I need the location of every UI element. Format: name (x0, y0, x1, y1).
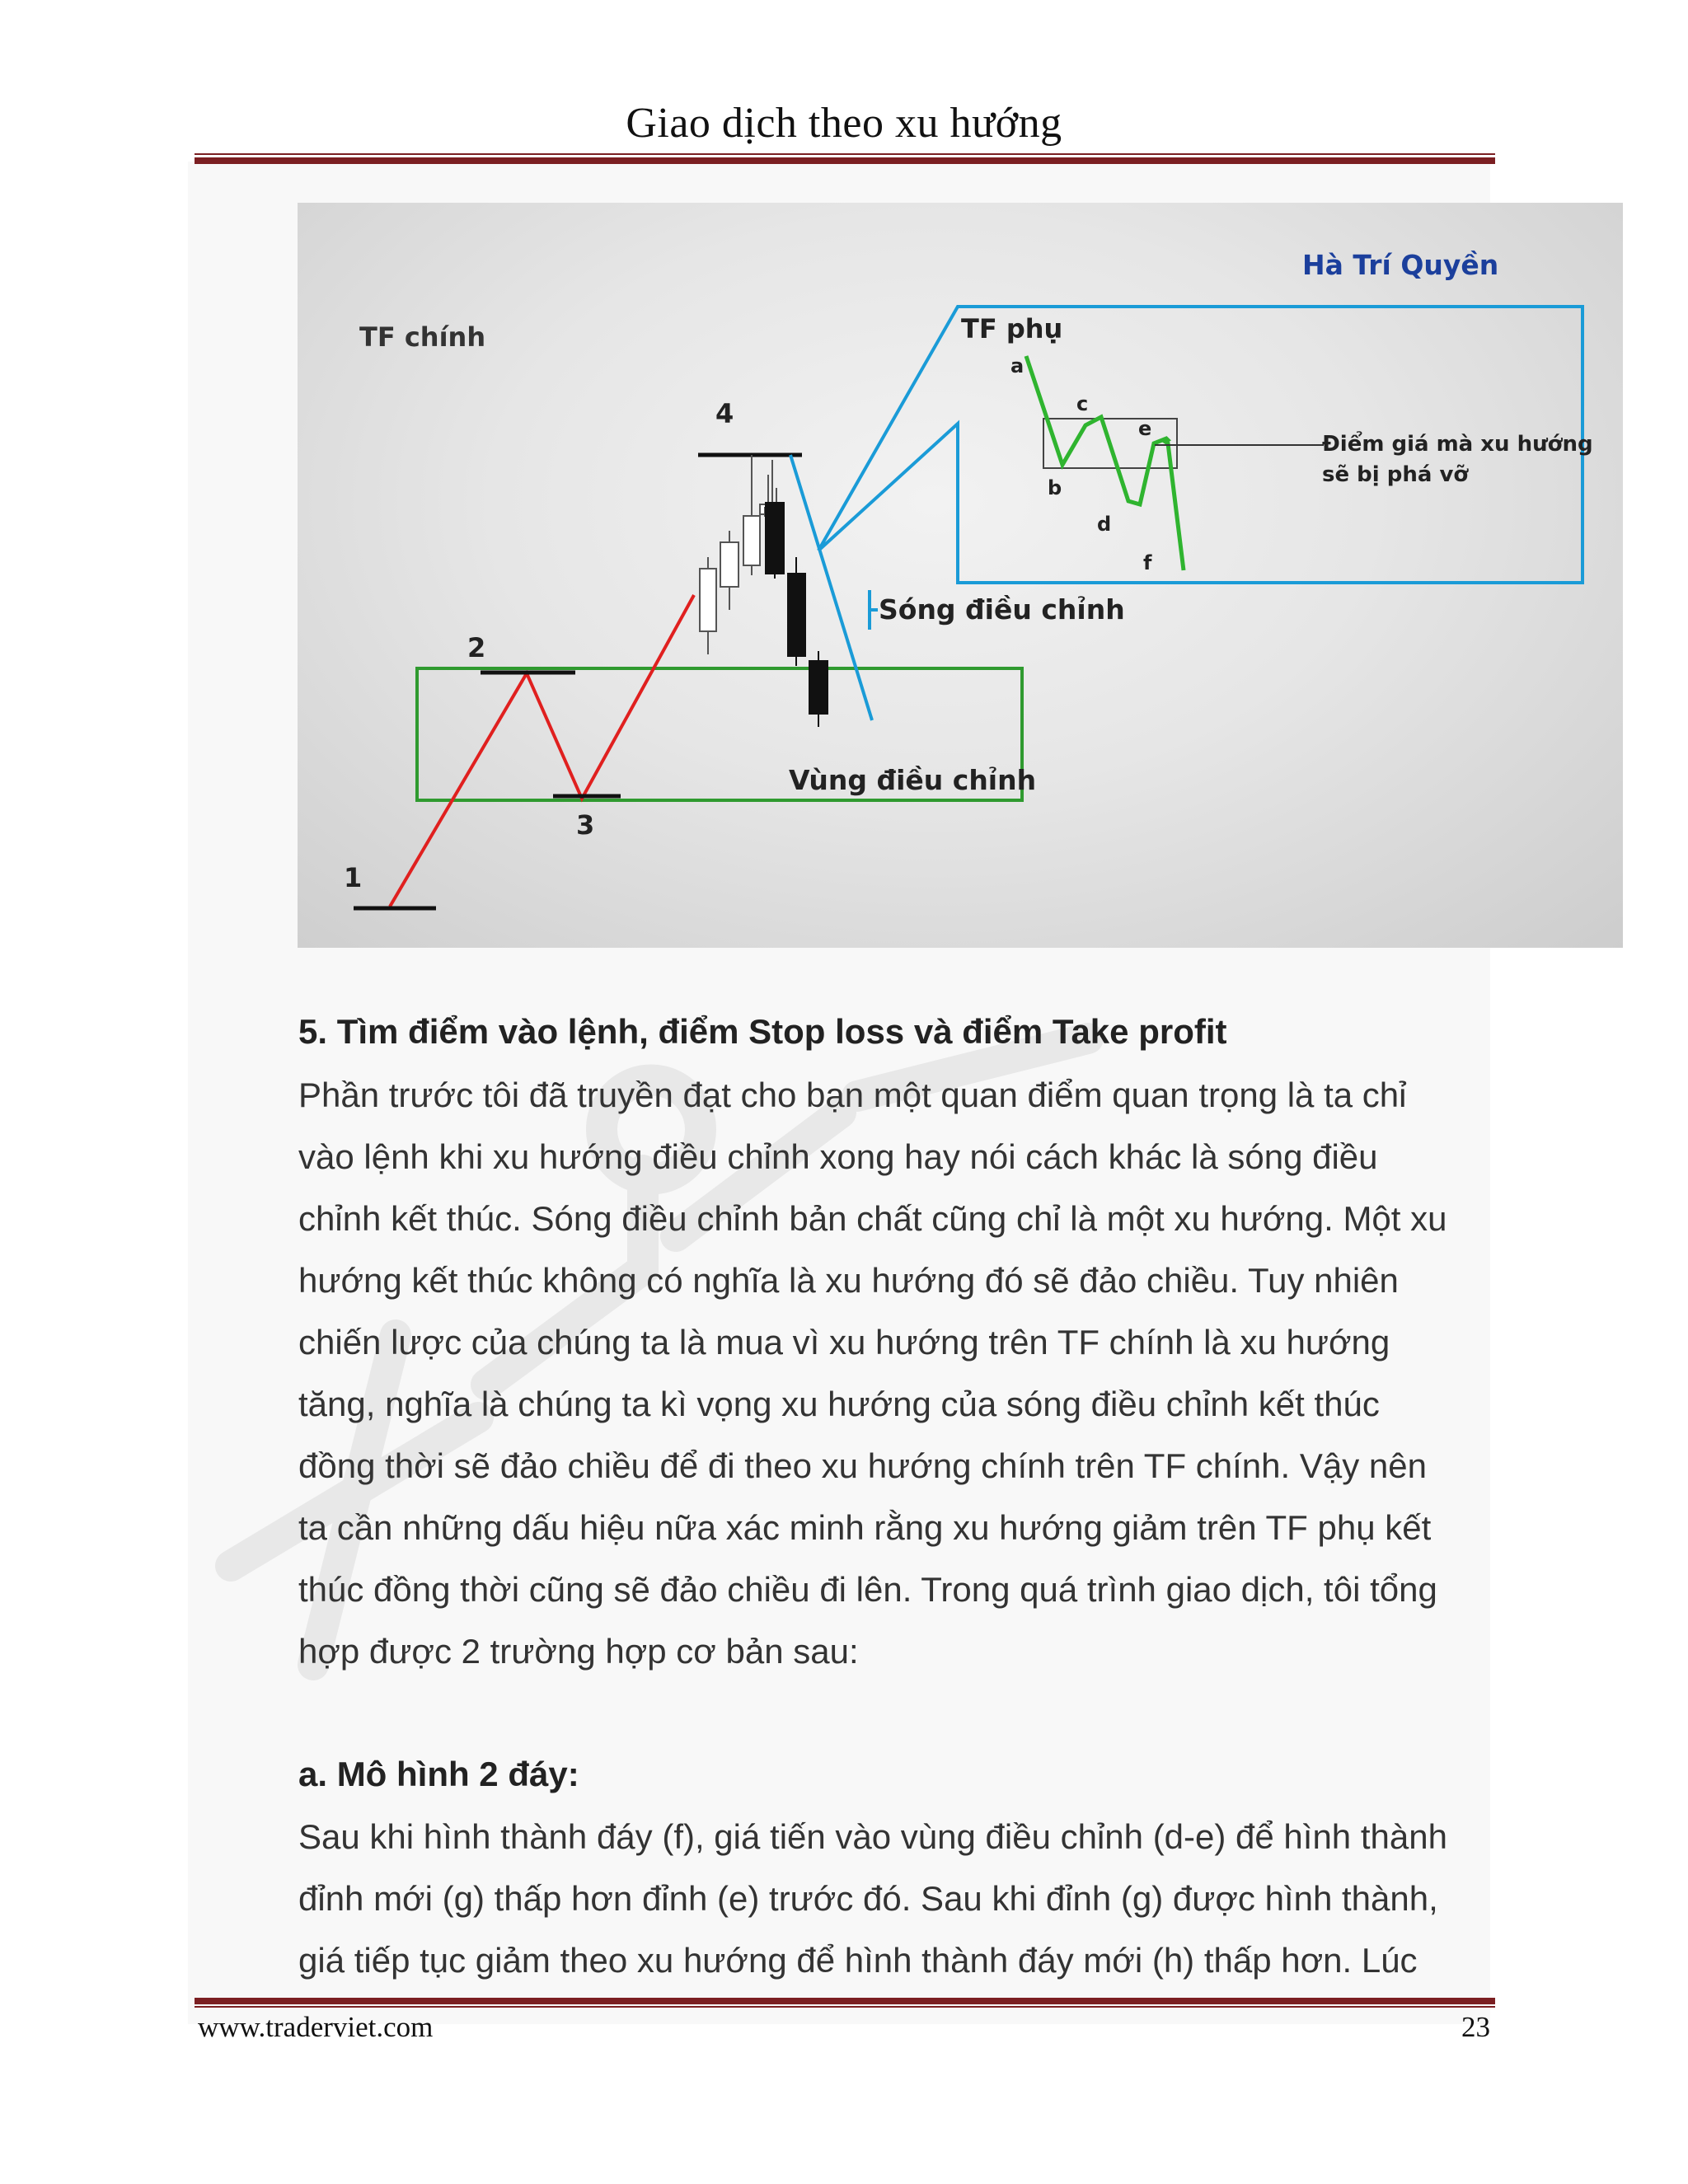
paragraph-line: hướng kết thúc không có nghĩa là xu hướng đó sẽ đảo chiều. Tuy nhiên (298, 1261, 1399, 1300)
page-number: 23 (1461, 2011, 1490, 2043)
page-header-title: Giao dịch theo xu hướng (626, 100, 1062, 147)
paragraph-line: Sau khi hình thành đáy (f), giá tiến vào vùng điều chỉnh (d-e) để hình thành (298, 1817, 1447, 1856)
paragraph-line: vào lệnh khi xu hướng điều chỉnh xong hay nói cách khác là sóng điều (298, 1137, 1378, 1176)
sub-point-e: e (1138, 417, 1152, 440)
tf-main-label: TF chính (359, 321, 486, 353)
paragraph-line: đồng thời sẽ đảo chiều để đi theo xu hướng chính trên TF chính. Vậy nên (298, 1446, 1427, 1485)
sub-timeframe-wave (1026, 356, 1184, 570)
correction-zone-label: Vùng điều chỉnh (789, 764, 1037, 796)
tf-sub-label: TF phụ (961, 313, 1063, 344)
point-4-label: 4 (715, 398, 734, 429)
paragraph-line: Phần trước tôi đã truyền đạt cho bạn một quan điểm quan trọng là ta chỉ (298, 1076, 1407, 1114)
paragraph-line: đỉnh mới (g) thấp hơn đỉnh (e) trước đó. Sau khi đỉnh (g) được hình thành, (298, 1879, 1438, 1918)
sub-point-f: f (1143, 551, 1152, 574)
header-rule-thick (195, 157, 1495, 164)
break-point-label-line1: Điểm giá mà xu hướng (1322, 432, 1593, 457)
sub-point-d: d (1097, 513, 1112, 536)
paragraph-line: chỉnh kết thúc. Sóng điều chỉnh bản chất cũng chỉ là một xu hướng. Một xu (298, 1199, 1447, 1238)
header-rule-thin (195, 153, 1495, 155)
footer-website: www.traderviet.com (198, 2011, 434, 2043)
break-point-label-line2: sẽ bị phá vỡ (1322, 462, 1469, 487)
paragraph-line: giá tiếp tục giảm theo xu hướng để hình thành đáy mới (h) thấp hơn. Lúc (298, 1941, 1418, 1980)
point-1-label: 1 (344, 862, 363, 893)
section-a-heading: a. Mô hình 2 đáy: (298, 1755, 579, 1793)
paragraph-line: thúc đồng thời cũng sẽ đảo chiều đi lên. Trong quá trình giao dịch, tôi tổng (298, 1570, 1437, 1609)
sub-point-c: c (1076, 392, 1089, 415)
paragraph-line: ta cần những dấu hiệu nữa xác minh rằng xu hướng giảm trên TF phụ kết (298, 1508, 1432, 1547)
point-3-label: 3 (576, 809, 595, 841)
trend-diagram (298, 203, 1623, 948)
footer-rule-thin (195, 2006, 1495, 2008)
sub-point-a: a (1010, 354, 1025, 377)
main-trend-line (390, 595, 694, 907)
footer-rule-thick (195, 1998, 1495, 2004)
paragraph-line: chiến lược của chúng ta là mua vì xu hướng trên TF chính là xu hướng (298, 1323, 1390, 1361)
candlesticks (700, 455, 828, 727)
point-2-label: 2 (467, 632, 486, 663)
author-label: Hà Trí Quyền (1302, 249, 1499, 281)
sub-point-b: b (1048, 476, 1062, 499)
section-5-heading: 5. Tìm điểm vào lệnh, điểm Stop loss và điểm Take profit (298, 1012, 1227, 1051)
paragraph-line: tăng, nghĩa là chúng ta kì vọng xu hướng của sóng điều chỉnh kết thúc (298, 1385, 1380, 1423)
paragraph-line: hợp được 2 trường hợp cơ bản sau: (298, 1632, 859, 1671)
correction-wave-label: Sóng điều chỉnh (879, 593, 1125, 626)
